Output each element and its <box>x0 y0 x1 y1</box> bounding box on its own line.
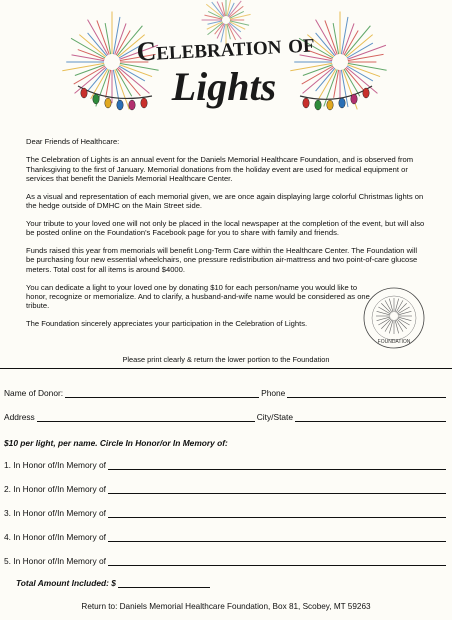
section-divider <box>0 368 452 369</box>
total-amount-row <box>16 578 210 588</box>
address-row <box>4 410 448 422</box>
tribute-row <box>4 458 448 470</box>
donor-phone-row <box>4 386 448 398</box>
banner-title-bottom: Lights <box>171 64 277 109</box>
total-amount-field[interactable] <box>118 579 210 588</box>
light-strand-left <box>78 86 152 98</box>
seal-text: FOUNDATION <box>377 339 411 345</box>
address-label: Address <box>4 412 35 422</box>
tribute-row <box>4 506 448 518</box>
tribute-field[interactable] <box>108 557 446 566</box>
price-note: $10 per light, per name. Circle In Honor/or In Memory of: <box>4 438 228 448</box>
phone-label: Phone <box>261 388 286 398</box>
phone-field[interactable] <box>287 389 446 398</box>
donor-name-field[interactable] <box>65 389 259 398</box>
tribute-label: 4. In Honor of/In Memory of <box>4 532 106 542</box>
letter-paragraph: The Celebration of Lights is an annual event for the Daniels Memorial Healthcare Foundation, and is observed from Thanksgiving to the first of January. Memorial donations from the holiday event are used for medical equipment or services that benefit the Daniels Memorial Healthcare Center. <box>26 155 414 183</box>
tribute-field[interactable] <box>108 461 446 470</box>
address-field[interactable] <box>37 413 255 422</box>
tribute-label: 3. In Honor of/In Memory of <box>4 508 106 518</box>
letter-paragraph: The Foundation sincerely appreciates your participation in the Celebration of Lights. <box>26 319 308 329</box>
tribute-row <box>4 482 448 494</box>
tribute-field[interactable] <box>108 533 446 542</box>
firework-right-icon <box>290 12 386 110</box>
return-address: Return to: Daniels Memorial Healthcare Foundation, Box 81, Scobey, MT 59263 <box>81 602 371 611</box>
banner-title-top: Celebration of <box>135 27 316 67</box>
letter-greeting: Dear Friends of Healthcare: <box>26 137 120 146</box>
tribute-row <box>4 554 448 566</box>
foundation-seal-icon <box>362 286 426 350</box>
tribute-label: 2. In Honor of/In Memory of <box>4 484 106 494</box>
letter-paragraph: As a visual and representation of each memorial given, we are once again displaying large colorful Christmas lights on the hedge outside of DMHC on the Main Street side. <box>26 191 424 211</box>
tribute-row <box>4 530 448 542</box>
print-instruction: Please print clearly & return the lower portion to the Foundation <box>122 355 330 364</box>
tribute-label: 5. In Honor of/In Memory of <box>4 556 106 566</box>
tribute-field[interactable] <box>108 509 446 518</box>
letter-paragraph: You can dedicate a light to your loved one by donating $10 for each person/name you would like to honor, recognize or memorialize. And to clarify, a husband-and-wife name would be considered as one tribute. <box>26 282 370 311</box>
city-state-field[interactable] <box>295 413 446 422</box>
christmas-lights-left-icon <box>81 88 147 110</box>
letter-paragraph: Your tribute to your loved one will not only be placed in the local newspaper at the completion of the event, but will also be posted online on the Foundation's Facebook page for you to share with family and friends. <box>26 218 425 238</box>
tribute-field[interactable] <box>108 485 446 494</box>
letter-paragraph: Funds raised this year from memorials will benefit Long-Term Care within the Healthcare Center. The Foundation will be purchasing four new essential wheelchairs, one pressure redistribution air-mattress and two point-of-care glucose meters. Total cost for all items is around $4000. <box>26 246 418 274</box>
tribute-label: 1. In Honor of/In Memory of <box>4 460 106 470</box>
total-amount-label: Total Amount Included: $ <box>16 578 116 588</box>
donor-name-label: Name of Donor: <box>4 388 64 398</box>
celebration-banner <box>0 0 452 135</box>
city-state-label: City/State <box>256 412 294 422</box>
